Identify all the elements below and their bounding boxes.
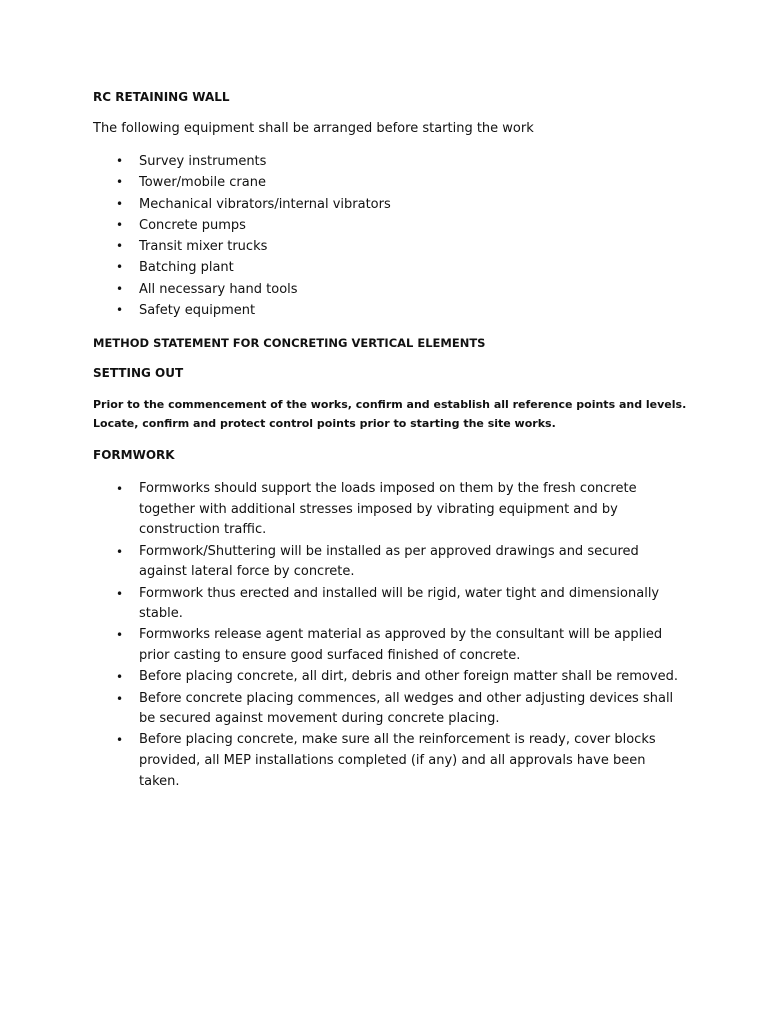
list-item: • Safety equipment: [0, 300, 391, 321]
list-item: • Formwork/Shuttering will be installed as per approved drawings and secured against lateral force by concrete.: [116, 543, 639, 580]
bullet-icon: •: [116, 691, 124, 706]
list-item: • Formwork thus erected and installed will be rigid, water tight and dimensionally stable.: [116, 585, 660, 622]
setting-out-line-2: Locate, confirm and protect control points prior to starting the site works.: [93, 417, 556, 430]
bullet-icon: •: [116, 175, 124, 190]
bullet-icon: •: [116, 544, 124, 559]
list-item: • Formworks release agent material as approved by the consultant will be applied prior casting to ensure good surfaced finished of concrete.: [116, 627, 663, 664]
document-title: RC RETAINING WALL: [93, 90, 230, 104]
list-item: • Tower/mobile crane: [0, 172, 391, 193]
list-item: • Before placing concrete, all dirt, debris and other foreign matter shall be removed.: [0, 667, 679, 688]
bullet-icon: •: [116, 217, 124, 232]
setting-out-line-1: Prior to the commencement of the works, confirm and establish all reference points and levels.: [93, 398, 687, 411]
intro-paragraph: The following equipment shall be arranged before starting the work: [93, 121, 534, 136]
list-item: • Concrete pumps: [0, 215, 391, 236]
list-item: • Transit mixer trucks: [0, 236, 391, 257]
formwork-heading: FORMWORK: [93, 448, 175, 462]
bullet-icon: •: [116, 239, 124, 254]
bullet-icon: •: [116, 154, 124, 168]
list-item: • Before concrete placing commences, all wedges and other adjusting devices shall be secured against movement during concrete placing.: [116, 690, 674, 727]
formwork-list: [0, 479, 679, 793]
bullet-icon: •: [116, 196, 124, 211]
bullet-icon: •: [116, 586, 124, 601]
bullet-icon: •: [116, 670, 124, 685]
list-item: • Formworks should support the loads imposed on them by the fresh concrete together with additional stresses imposed by vibrating equipment and by construction traffic.: [116, 481, 637, 538]
bullet-icon: •: [116, 260, 124, 275]
bullet-icon: •: [116, 482, 124, 496]
equipment-list: [0, 151, 391, 321]
bullet-icon: •: [116, 733, 124, 748]
list-item: • Mechanical vibrators/internal vibrators: [0, 194, 391, 215]
method-heading: METHOD STATEMENT FOR CONCRETING VERTICAL ELEMENTS: [93, 336, 486, 350]
bullet-icon: •: [116, 303, 124, 318]
list-item: • Before placing concrete, make sure all the reinforcement is ready, cover blocks provided, all MEP installations completed (if any) and all approvals have been taken.: [116, 732, 656, 789]
list-item: • All necessary hand tools: [0, 279, 391, 300]
setting-out-heading: SETTING OUT: [93, 366, 184, 380]
list-item: • Batching plant: [0, 257, 391, 278]
bullet-icon: •: [116, 628, 124, 643]
list-item: • Survey instruments: [0, 151, 391, 172]
bullet-icon: •: [116, 281, 124, 296]
